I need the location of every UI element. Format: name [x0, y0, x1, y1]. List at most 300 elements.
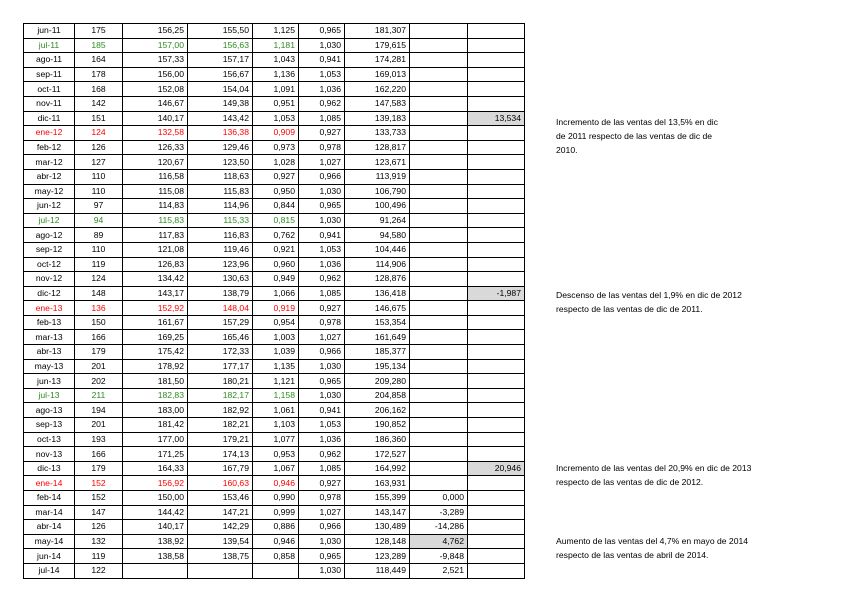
value-g-cell: 20,946	[468, 461, 525, 476]
value-e-cell: 130,489	[345, 520, 410, 535]
value-d-cell: 1,030	[299, 38, 345, 53]
value-d-cell: 0,927	[299, 126, 345, 141]
value-d-cell: 1,030	[299, 213, 345, 228]
value-b-cell: 143,42	[188, 111, 253, 126]
value-f-cell	[410, 24, 468, 39]
value-d-cell: 0,965	[299, 24, 345, 39]
units-cell: 175	[75, 24, 123, 39]
value-a-cell: 146,67	[123, 96, 188, 111]
value-e-cell: 128,148	[345, 534, 410, 549]
value-f-cell: 4,762	[410, 534, 468, 549]
value-c-cell: 1,077	[253, 432, 299, 447]
period-cell: oct-12	[24, 257, 75, 272]
value-c-cell: 0,921	[253, 242, 299, 257]
value-b-cell	[188, 563, 253, 578]
period-cell: ene-13	[24, 301, 75, 316]
value-f-cell	[410, 126, 468, 141]
value-g-cell	[468, 140, 525, 155]
units-cell: 132	[75, 534, 123, 549]
value-b-cell: 165,46	[188, 330, 253, 345]
period-cell: abr-13	[24, 345, 75, 360]
value-b-cell: 147,21	[188, 505, 253, 520]
value-d-cell: 0,962	[299, 96, 345, 111]
value-f-cell	[410, 213, 468, 228]
table-row	[24, 228, 525, 243]
value-d-cell: 1,030	[299, 534, 345, 549]
value-d-cell: 0,978	[299, 140, 345, 155]
units-cell: 110	[75, 184, 123, 199]
units-cell: 179	[75, 461, 123, 476]
period-cell: oct-13	[24, 432, 75, 447]
units-cell: 127	[75, 155, 123, 170]
value-c-cell: 1,103	[253, 418, 299, 433]
value-d-cell: 1,027	[299, 505, 345, 520]
value-f-cell	[410, 111, 468, 126]
period-cell: dic-13	[24, 461, 75, 476]
note-dic-2012	[556, 288, 742, 316]
value-a-cell: 143,17	[123, 286, 188, 301]
value-g-cell	[468, 563, 525, 578]
period-cell: jul-11	[24, 38, 75, 53]
value-c-cell: 0,909	[253, 126, 299, 141]
value-d-cell: 1,036	[299, 82, 345, 97]
value-g-cell	[468, 242, 525, 257]
value-e-cell: 206,162	[345, 403, 410, 418]
period-cell: feb-12	[24, 140, 75, 155]
value-c-cell: 1,003	[253, 330, 299, 345]
value-e-cell: 172,527	[345, 447, 410, 462]
value-e-cell: 139,183	[345, 111, 410, 126]
value-a-cell: 152,92	[123, 301, 188, 316]
value-d-cell: 1,027	[299, 155, 345, 170]
value-b-cell: 118,63	[188, 169, 253, 184]
value-a-cell: 156,92	[123, 476, 188, 491]
table-row	[24, 520, 525, 535]
value-g-cell	[468, 257, 525, 272]
value-e-cell: 114,906	[345, 257, 410, 272]
value-a-cell: 157,33	[123, 53, 188, 68]
value-c-cell: 1,039	[253, 345, 299, 360]
value-a-cell: 181,42	[123, 418, 188, 433]
period-cell: jun-14	[24, 549, 75, 564]
table-row	[24, 38, 525, 53]
value-b-cell: 155,50	[188, 24, 253, 39]
units-cell: 126	[75, 140, 123, 155]
value-f-cell	[410, 330, 468, 345]
value-c-cell: 0,953	[253, 447, 299, 462]
units-cell: 194	[75, 403, 123, 418]
value-a-cell: 120,67	[123, 155, 188, 170]
value-a-cell: 126,83	[123, 257, 188, 272]
value-g-cell	[468, 155, 525, 170]
value-g-cell	[468, 388, 525, 403]
value-a-cell: 144,42	[123, 505, 188, 520]
table-row	[24, 155, 525, 170]
units-cell: 119	[75, 257, 123, 272]
value-c-cell: 1,135	[253, 359, 299, 374]
value-c-cell: 0,990	[253, 491, 299, 506]
value-e-cell: 174,281	[345, 53, 410, 68]
value-d-cell: 0,965	[299, 199, 345, 214]
period-cell: sep-13	[24, 418, 75, 433]
value-b-cell: 119,46	[188, 242, 253, 257]
table-row	[24, 184, 525, 199]
value-e-cell: 104,446	[345, 242, 410, 257]
value-f-cell	[410, 301, 468, 316]
units-cell: 94	[75, 213, 123, 228]
value-e-cell: 128,817	[345, 140, 410, 155]
note-may-2014	[556, 534, 748, 562]
value-e-cell: 133,733	[345, 126, 410, 141]
value-e-cell: 153,354	[345, 315, 410, 330]
value-f-cell: 2,521	[410, 563, 468, 578]
value-c-cell: 1,043	[253, 53, 299, 68]
units-cell: 150	[75, 315, 123, 330]
value-f-cell	[410, 82, 468, 97]
units-cell: 119	[75, 549, 123, 564]
value-g-cell	[468, 301, 525, 316]
value-f-cell	[410, 272, 468, 287]
value-b-cell: 149,38	[188, 96, 253, 111]
value-b-cell: 136,38	[188, 126, 253, 141]
units-cell: 142	[75, 96, 123, 111]
value-b-cell: 116,83	[188, 228, 253, 243]
value-d-cell: 1,027	[299, 330, 345, 345]
value-a-cell: 157,00	[123, 38, 188, 53]
value-b-cell: 156,63	[188, 38, 253, 53]
table-row	[24, 461, 525, 476]
value-b-cell: 157,29	[188, 315, 253, 330]
value-f-cell	[410, 228, 468, 243]
period-cell: nov-13	[24, 447, 75, 462]
table-row	[24, 534, 525, 549]
note-line: Incremento de las ventas del 20,9% en dic de 2013	[556, 463, 752, 473]
value-b-cell: 115,33	[188, 213, 253, 228]
value-f-cell	[410, 374, 468, 389]
value-c-cell	[253, 563, 299, 578]
value-e-cell: 155,399	[345, 491, 410, 506]
units-cell: 97	[75, 199, 123, 214]
value-e-cell: 94,580	[345, 228, 410, 243]
value-d-cell: 1,030	[299, 388, 345, 403]
value-g-cell	[468, 184, 525, 199]
table-row	[24, 140, 525, 155]
value-e-cell: 209,280	[345, 374, 410, 389]
value-g-cell	[468, 38, 525, 53]
value-b-cell: 123,96	[188, 257, 253, 272]
units-cell: 151	[75, 111, 123, 126]
value-d-cell: 0,941	[299, 228, 345, 243]
value-f-cell	[410, 388, 468, 403]
value-d-cell: 1,030	[299, 359, 345, 374]
value-b-cell: 179,21	[188, 432, 253, 447]
period-cell: oct-11	[24, 82, 75, 97]
period-cell: abr-12	[24, 169, 75, 184]
note-line: 2010.	[556, 145, 578, 155]
value-c-cell: 1,066	[253, 286, 299, 301]
value-d-cell: 1,085	[299, 111, 345, 126]
value-a-cell: 175,42	[123, 345, 188, 360]
value-b-cell: 182,17	[188, 388, 253, 403]
value-b-cell: 142,29	[188, 520, 253, 535]
value-e-cell: 118,449	[345, 563, 410, 578]
value-a-cell: 121,08	[123, 242, 188, 257]
value-c-cell: 1,067	[253, 461, 299, 476]
value-c-cell: 0,949	[253, 272, 299, 287]
sales-table	[23, 23, 525, 579]
period-cell: mar-13	[24, 330, 75, 345]
value-b-cell: 156,67	[188, 67, 253, 82]
value-d-cell: 0,941	[299, 403, 345, 418]
value-f-cell: -3,289	[410, 505, 468, 520]
table-row	[24, 169, 525, 184]
value-g-cell	[468, 53, 525, 68]
value-g-cell	[468, 169, 525, 184]
value-g-cell	[468, 330, 525, 345]
value-g-cell	[468, 199, 525, 214]
units-cell: 164	[75, 53, 123, 68]
period-cell: may-13	[24, 359, 75, 374]
value-b-cell: 138,75	[188, 549, 253, 564]
value-g-cell	[468, 491, 525, 506]
value-a-cell: 183,00	[123, 403, 188, 418]
value-a-cell: 161,67	[123, 315, 188, 330]
value-g-cell	[468, 374, 525, 389]
period-cell: abr-14	[24, 520, 75, 535]
value-g-cell	[468, 403, 525, 418]
value-f-cell	[410, 447, 468, 462]
period-cell: ago-12	[24, 228, 75, 243]
value-a-cell: 164,33	[123, 461, 188, 476]
table-row	[24, 505, 525, 520]
note-line: Aumento de las ventas del 4,7% en mayo de 2014	[556, 536, 749, 546]
value-a-cell: 116,58	[123, 169, 188, 184]
units-cell: 110	[75, 169, 123, 184]
value-d-cell: 0,941	[299, 53, 345, 68]
table-row	[24, 418, 525, 433]
note-line: Incremento de las ventas del 13,5% en dic	[556, 117, 718, 127]
table-row	[24, 359, 525, 374]
period-cell: ene-14	[24, 476, 75, 491]
units-cell: 166	[75, 447, 123, 462]
value-c-cell: 0,973	[253, 140, 299, 155]
value-f-cell	[410, 199, 468, 214]
value-f-cell	[410, 476, 468, 491]
value-c-cell: 0,954	[253, 315, 299, 330]
units-cell: 178	[75, 67, 123, 82]
value-e-cell: 146,675	[345, 301, 410, 316]
value-g-cell	[468, 82, 525, 97]
value-c-cell: 0,815	[253, 213, 299, 228]
units-cell: 201	[75, 418, 123, 433]
units-cell: 166	[75, 330, 123, 345]
value-d-cell: 0,965	[299, 374, 345, 389]
value-f-cell	[410, 432, 468, 447]
value-c-cell: 1,053	[253, 111, 299, 126]
value-a-cell: 138,92	[123, 534, 188, 549]
value-e-cell: 128,876	[345, 272, 410, 287]
value-e-cell: 100,496	[345, 199, 410, 214]
value-a-cell: 140,17	[123, 111, 188, 126]
value-g-cell	[468, 476, 525, 491]
units-cell: 148	[75, 286, 123, 301]
value-f-cell	[410, 315, 468, 330]
value-e-cell: 195,134	[345, 359, 410, 374]
units-cell: 89	[75, 228, 123, 243]
value-a-cell: 115,08	[123, 184, 188, 199]
value-g-cell	[468, 228, 525, 243]
units-cell: 193	[75, 432, 123, 447]
value-e-cell: 106,790	[345, 184, 410, 199]
table-row	[24, 315, 525, 330]
period-cell: ene-12	[24, 126, 75, 141]
value-d-cell: 1,030	[299, 563, 345, 578]
units-cell: 147	[75, 505, 123, 520]
table-row	[24, 374, 525, 389]
value-e-cell: 169,013	[345, 67, 410, 82]
value-a-cell: 134,42	[123, 272, 188, 287]
period-cell: jun-13	[24, 374, 75, 389]
value-a-cell: 132,58	[123, 126, 188, 141]
value-d-cell: 0,962	[299, 447, 345, 462]
value-e-cell: 185,377	[345, 345, 410, 360]
period-cell: may-12	[24, 184, 75, 199]
value-b-cell: 167,79	[188, 461, 253, 476]
value-g-cell: -1,987	[468, 286, 525, 301]
period-cell: feb-13	[24, 315, 75, 330]
value-a-cell: 169,25	[123, 330, 188, 345]
table-row	[24, 432, 525, 447]
table-row	[24, 24, 525, 39]
period-cell: nov-12	[24, 272, 75, 287]
value-a-cell	[123, 563, 188, 578]
value-g-cell	[468, 520, 525, 535]
value-b-cell: 153,46	[188, 491, 253, 506]
value-d-cell: 0,966	[299, 169, 345, 184]
value-c-cell: 1,121	[253, 374, 299, 389]
units-cell: 110	[75, 242, 123, 257]
value-a-cell: 115,83	[123, 213, 188, 228]
value-c-cell: 0,960	[253, 257, 299, 272]
value-c-cell: 0,999	[253, 505, 299, 520]
value-d-cell: 1,053	[299, 242, 345, 257]
value-f-cell	[410, 53, 468, 68]
table-row	[24, 491, 525, 506]
value-b-cell: 182,92	[188, 403, 253, 418]
value-f-cell	[410, 242, 468, 257]
units-cell: 136	[75, 301, 123, 316]
units-cell: 122	[75, 563, 123, 578]
period-cell: ago-13	[24, 403, 75, 418]
units-cell: 124	[75, 272, 123, 287]
note-line: de 2011 respecto de las ventas de dic de	[556, 131, 713, 141]
value-a-cell: 117,83	[123, 228, 188, 243]
value-g-cell	[468, 549, 525, 564]
value-g-cell: 13,534	[468, 111, 525, 126]
value-g-cell	[468, 505, 525, 520]
table-row	[24, 301, 525, 316]
note-line: respecto de las ventas de abril de 2014.	[556, 550, 709, 560]
value-b-cell: 139,54	[188, 534, 253, 549]
value-a-cell: 138,58	[123, 549, 188, 564]
value-f-cell	[410, 67, 468, 82]
value-b-cell: 157,17	[188, 53, 253, 68]
value-g-cell	[468, 272, 525, 287]
table-row	[24, 257, 525, 272]
value-a-cell: 171,25	[123, 447, 188, 462]
value-b-cell: 174,13	[188, 447, 253, 462]
table-row	[24, 447, 525, 462]
period-cell: sep-12	[24, 242, 75, 257]
table-row	[24, 388, 525, 403]
value-g-cell	[468, 24, 525, 39]
value-f-cell	[410, 461, 468, 476]
table-row	[24, 126, 525, 141]
units-cell: 152	[75, 476, 123, 491]
period-cell: jul-14	[24, 563, 75, 578]
period-cell: feb-14	[24, 491, 75, 506]
value-g-cell	[468, 447, 525, 462]
units-cell: 185	[75, 38, 123, 53]
value-d-cell: 0,927	[299, 476, 345, 491]
value-a-cell: 114,83	[123, 199, 188, 214]
table-row	[24, 82, 525, 97]
period-cell: mar-12	[24, 155, 75, 170]
units-cell: 211	[75, 388, 123, 403]
value-g-cell	[468, 67, 525, 82]
value-a-cell: 152,08	[123, 82, 188, 97]
value-c-cell: 0,950	[253, 184, 299, 199]
value-f-cell	[410, 257, 468, 272]
value-b-cell: 172,33	[188, 345, 253, 360]
value-d-cell: 1,085	[299, 286, 345, 301]
value-d-cell: 0,966	[299, 520, 345, 535]
value-g-cell	[468, 213, 525, 228]
table-row	[24, 96, 525, 111]
value-c-cell: 0,844	[253, 199, 299, 214]
value-c-cell: 0,919	[253, 301, 299, 316]
value-f-cell	[410, 403, 468, 418]
value-c-cell: 0,927	[253, 169, 299, 184]
value-d-cell: 1,053	[299, 67, 345, 82]
value-f-cell	[410, 184, 468, 199]
value-g-cell	[468, 126, 525, 141]
value-f-cell	[410, 345, 468, 360]
value-d-cell: 1,085	[299, 461, 345, 476]
value-c-cell: 1,136	[253, 67, 299, 82]
value-d-cell: 0,978	[299, 491, 345, 506]
value-e-cell: 91,264	[345, 213, 410, 228]
period-cell: dic-11	[24, 111, 75, 126]
value-c-cell: 1,061	[253, 403, 299, 418]
value-f-cell	[410, 155, 468, 170]
period-cell: jul-13	[24, 388, 75, 403]
value-g-cell	[468, 432, 525, 447]
value-e-cell: 123,671	[345, 155, 410, 170]
value-d-cell: 0,966	[299, 345, 345, 360]
table-row	[24, 213, 525, 228]
value-b-cell: 115,83	[188, 184, 253, 199]
units-cell: 202	[75, 374, 123, 389]
value-f-cell	[410, 169, 468, 184]
value-b-cell: 177,17	[188, 359, 253, 374]
value-b-cell: 160,63	[188, 476, 253, 491]
table-row	[24, 330, 525, 345]
note-line: respecto de las ventas de dic de 2011.	[556, 304, 703, 314]
value-b-cell: 129,46	[188, 140, 253, 155]
value-g-cell	[468, 359, 525, 374]
value-e-cell: 163,931	[345, 476, 410, 491]
